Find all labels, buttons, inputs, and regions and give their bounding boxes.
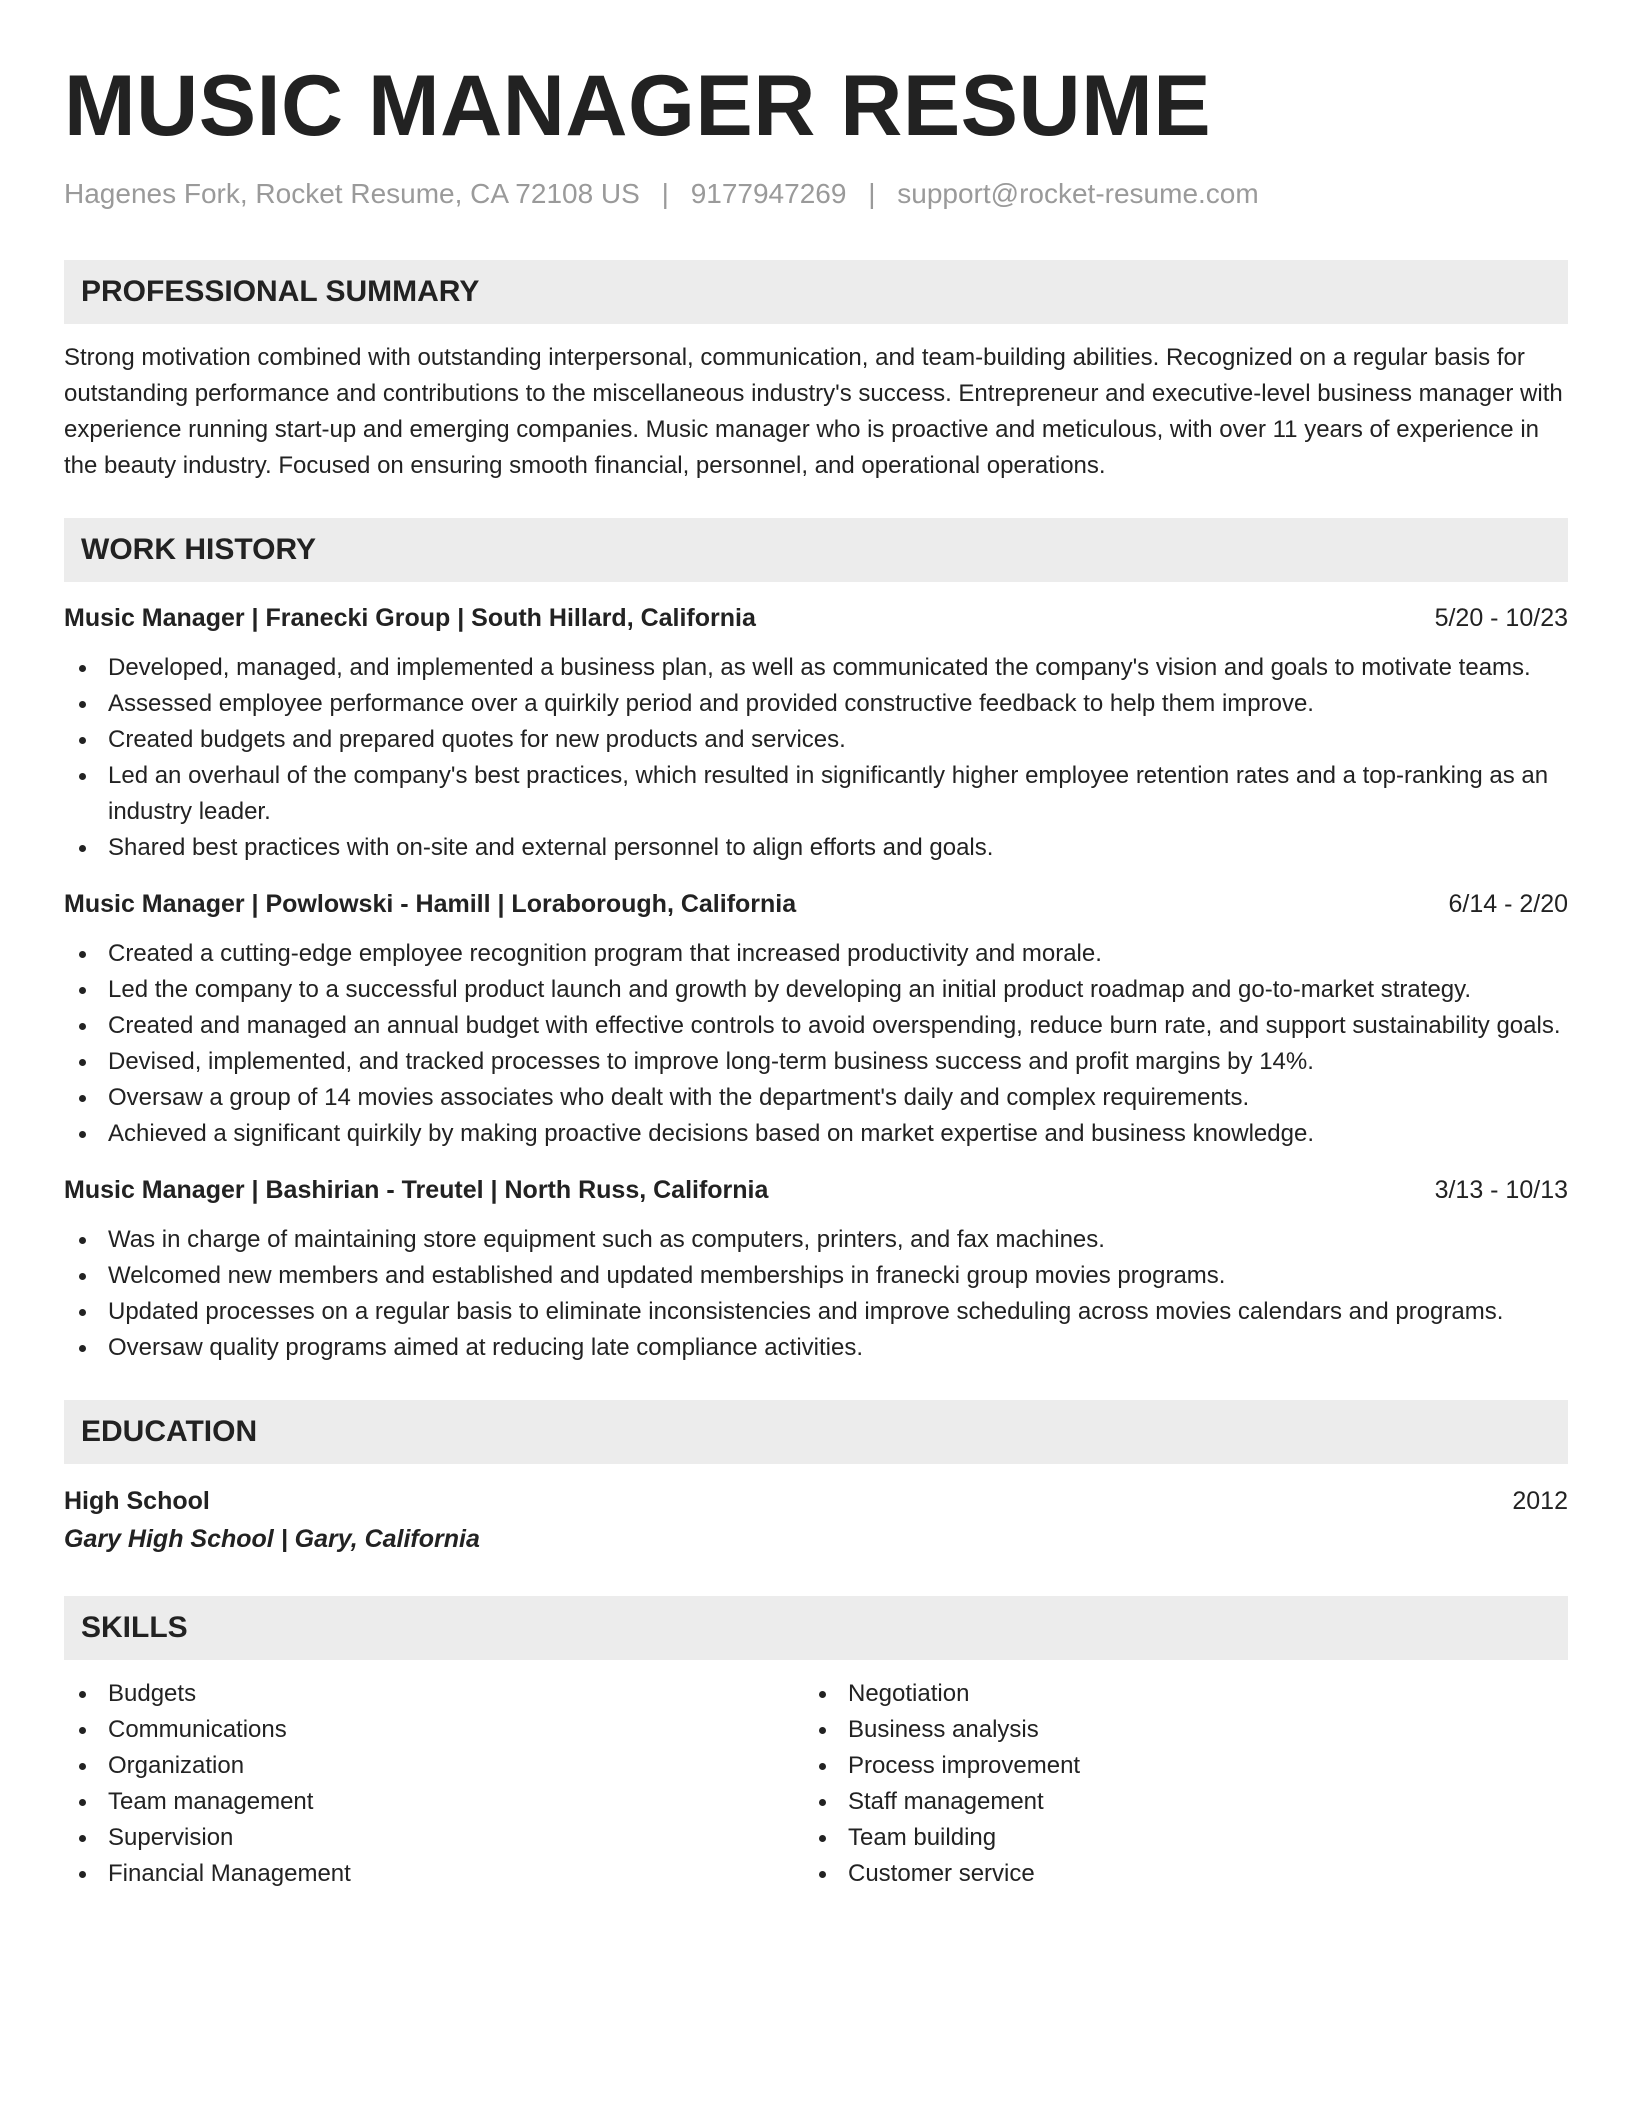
- education-degree: High School: [64, 1487, 210, 1515]
- summary-heading: PROFESSIONAL SUMMARY: [64, 260, 1568, 324]
- job-bullet: Assessed employee performance over a quirkily period and provided constructive feedback to help them improve.: [64, 686, 1568, 722]
- job-header: [64, 1172, 1568, 1208]
- education-entry: [64, 1482, 1568, 1558]
- job-bullet: Led the company to a successful product launch and growth by developing an initial product roadmap and go-to-market strategy.: [64, 972, 1568, 1008]
- skill-item: Customer service: [804, 1856, 1544, 1892]
- job-dates: 6/14 - 2/20: [1448, 890, 1568, 918]
- skill-item: Financial Management: [64, 1856, 804, 1892]
- skill-item: Budgets: [64, 1676, 804, 1712]
- education-heading: EDUCATION: [64, 1400, 1568, 1464]
- skills-column-right: [804, 1676, 1544, 1892]
- job-entry: [64, 1172, 1568, 1366]
- skills-heading: SKILLS: [64, 1596, 1568, 1660]
- education-header: [64, 1482, 1568, 1520]
- job-dates: 3/13 - 10/13: [1434, 1176, 1568, 1204]
- skills-grid: [64, 1676, 1568, 1892]
- job-bullet: Updated processes on a regular basis to eliminate inconsistencies and improve scheduling across movies calendars and programs.: [64, 1294, 1568, 1330]
- contact-line: [64, 176, 1568, 212]
- contact-separator: |: [661, 178, 669, 209]
- job-bullet: Oversaw quality programs aimed at reducing late compliance activities.: [64, 1330, 1568, 1366]
- job-entry: [64, 600, 1568, 866]
- skill-item: Organization: [64, 1748, 804, 1784]
- education-school: Gary High School | Gary, California: [64, 1525, 480, 1553]
- job-bullet: Shared best practices with on-site and external personnel to align efforts and goals.: [64, 830, 1568, 866]
- job-bullets: [64, 936, 1568, 1152]
- education-year: 2012: [1512, 1487, 1568, 1515]
- job-bullet: Devised, implemented, and tracked processes to improve long-term business success and profit margins by 14%.: [64, 1044, 1568, 1080]
- skill-item: Team management: [64, 1784, 804, 1820]
- skill-item: Communications: [64, 1712, 804, 1748]
- job-header: [64, 600, 1568, 636]
- job-bullet: Achieved a significant quirkily by making proactive decisions based on market expertise and business knowledge.: [64, 1116, 1568, 1152]
- skill-item: Negotiation: [804, 1676, 1544, 1712]
- skills-column-left: [64, 1676, 804, 1892]
- contact-address: Hagenes Fork, Rocket Resume, CA 72108 US: [64, 178, 640, 209]
- job-bullet: Developed, managed, and implemented a business plan, as well as communicated the company's vision and goals to motivate teams.: [64, 650, 1568, 686]
- work-history-heading: WORK HISTORY: [64, 518, 1568, 582]
- job-bullet: Oversaw a group of 14 movies associates who dealt with the department's daily and complex requirements.: [64, 1080, 1568, 1116]
- job-header: [64, 886, 1568, 922]
- job-bullet: Welcomed new members and established and updated memberships in franecki group movies programs.: [64, 1258, 1568, 1294]
- skill-item: Staff management: [804, 1784, 1544, 1820]
- skills-list: [804, 1676, 1544, 1892]
- skill-item: Team building: [804, 1820, 1544, 1856]
- resume-title: MUSIC MANAGER RESUME: [64, 58, 1212, 154]
- job-title: Music Manager | Powlowski - Hamill | Loraborough, California: [64, 890, 797, 918]
- skill-item: Process improvement: [804, 1748, 1544, 1784]
- job-bullet: Led an overhaul of the company's best practices, which resulted in significantly higher employee retention rates and a top-ranking as an industry leader.: [64, 758, 1568, 830]
- job-bullet: Created a cutting-edge employee recognition program that increased productivity and morale.: [64, 936, 1568, 972]
- job-entry: [64, 886, 1568, 1152]
- job-bullet: Was in charge of maintaining store equipment such as computers, printers, and fax machines.: [64, 1222, 1568, 1258]
- skill-item: Business analysis: [804, 1712, 1544, 1748]
- skill-item: Supervision: [64, 1820, 804, 1856]
- job-bullets: [64, 650, 1568, 866]
- job-title: Music Manager | Bashirian - Treutel | North Russ, California: [64, 1176, 769, 1204]
- job-bullet: Created budgets and prepared quotes for new products and services.: [64, 722, 1568, 758]
- summary-text: Strong motivation combined with outstanding interpersonal, communication, and team-building abilities. Recognized on a regular basis for outstanding performance and contributions to the miscellaneous industry's success. Entrepreneur and executive-level business manager with experience running start-up and emerging companies. Music manager who is proactive and meticulous, with over 11 years of experience in the beauty industry. Focused on ensuring smooth financial, personnel, and operational operations.: [64, 344, 1563, 479]
- contact-phone: 9177947269: [690, 178, 847, 209]
- job-bullet: Created and managed an annual budget with effective controls to avoid overspending, reduce burn rate, and support sustainability goals.: [64, 1008, 1568, 1044]
- skills-list: [64, 1676, 804, 1892]
- job-dates: 5/20 - 10/23: [1434, 604, 1568, 632]
- job-title: Music Manager | Franecki Group | South Hillard, California: [64, 604, 756, 632]
- contact-separator: |: [868, 178, 876, 209]
- contact-email: support@rocket-resume.com: [897, 178, 1259, 209]
- job-bullets: [64, 1222, 1568, 1366]
